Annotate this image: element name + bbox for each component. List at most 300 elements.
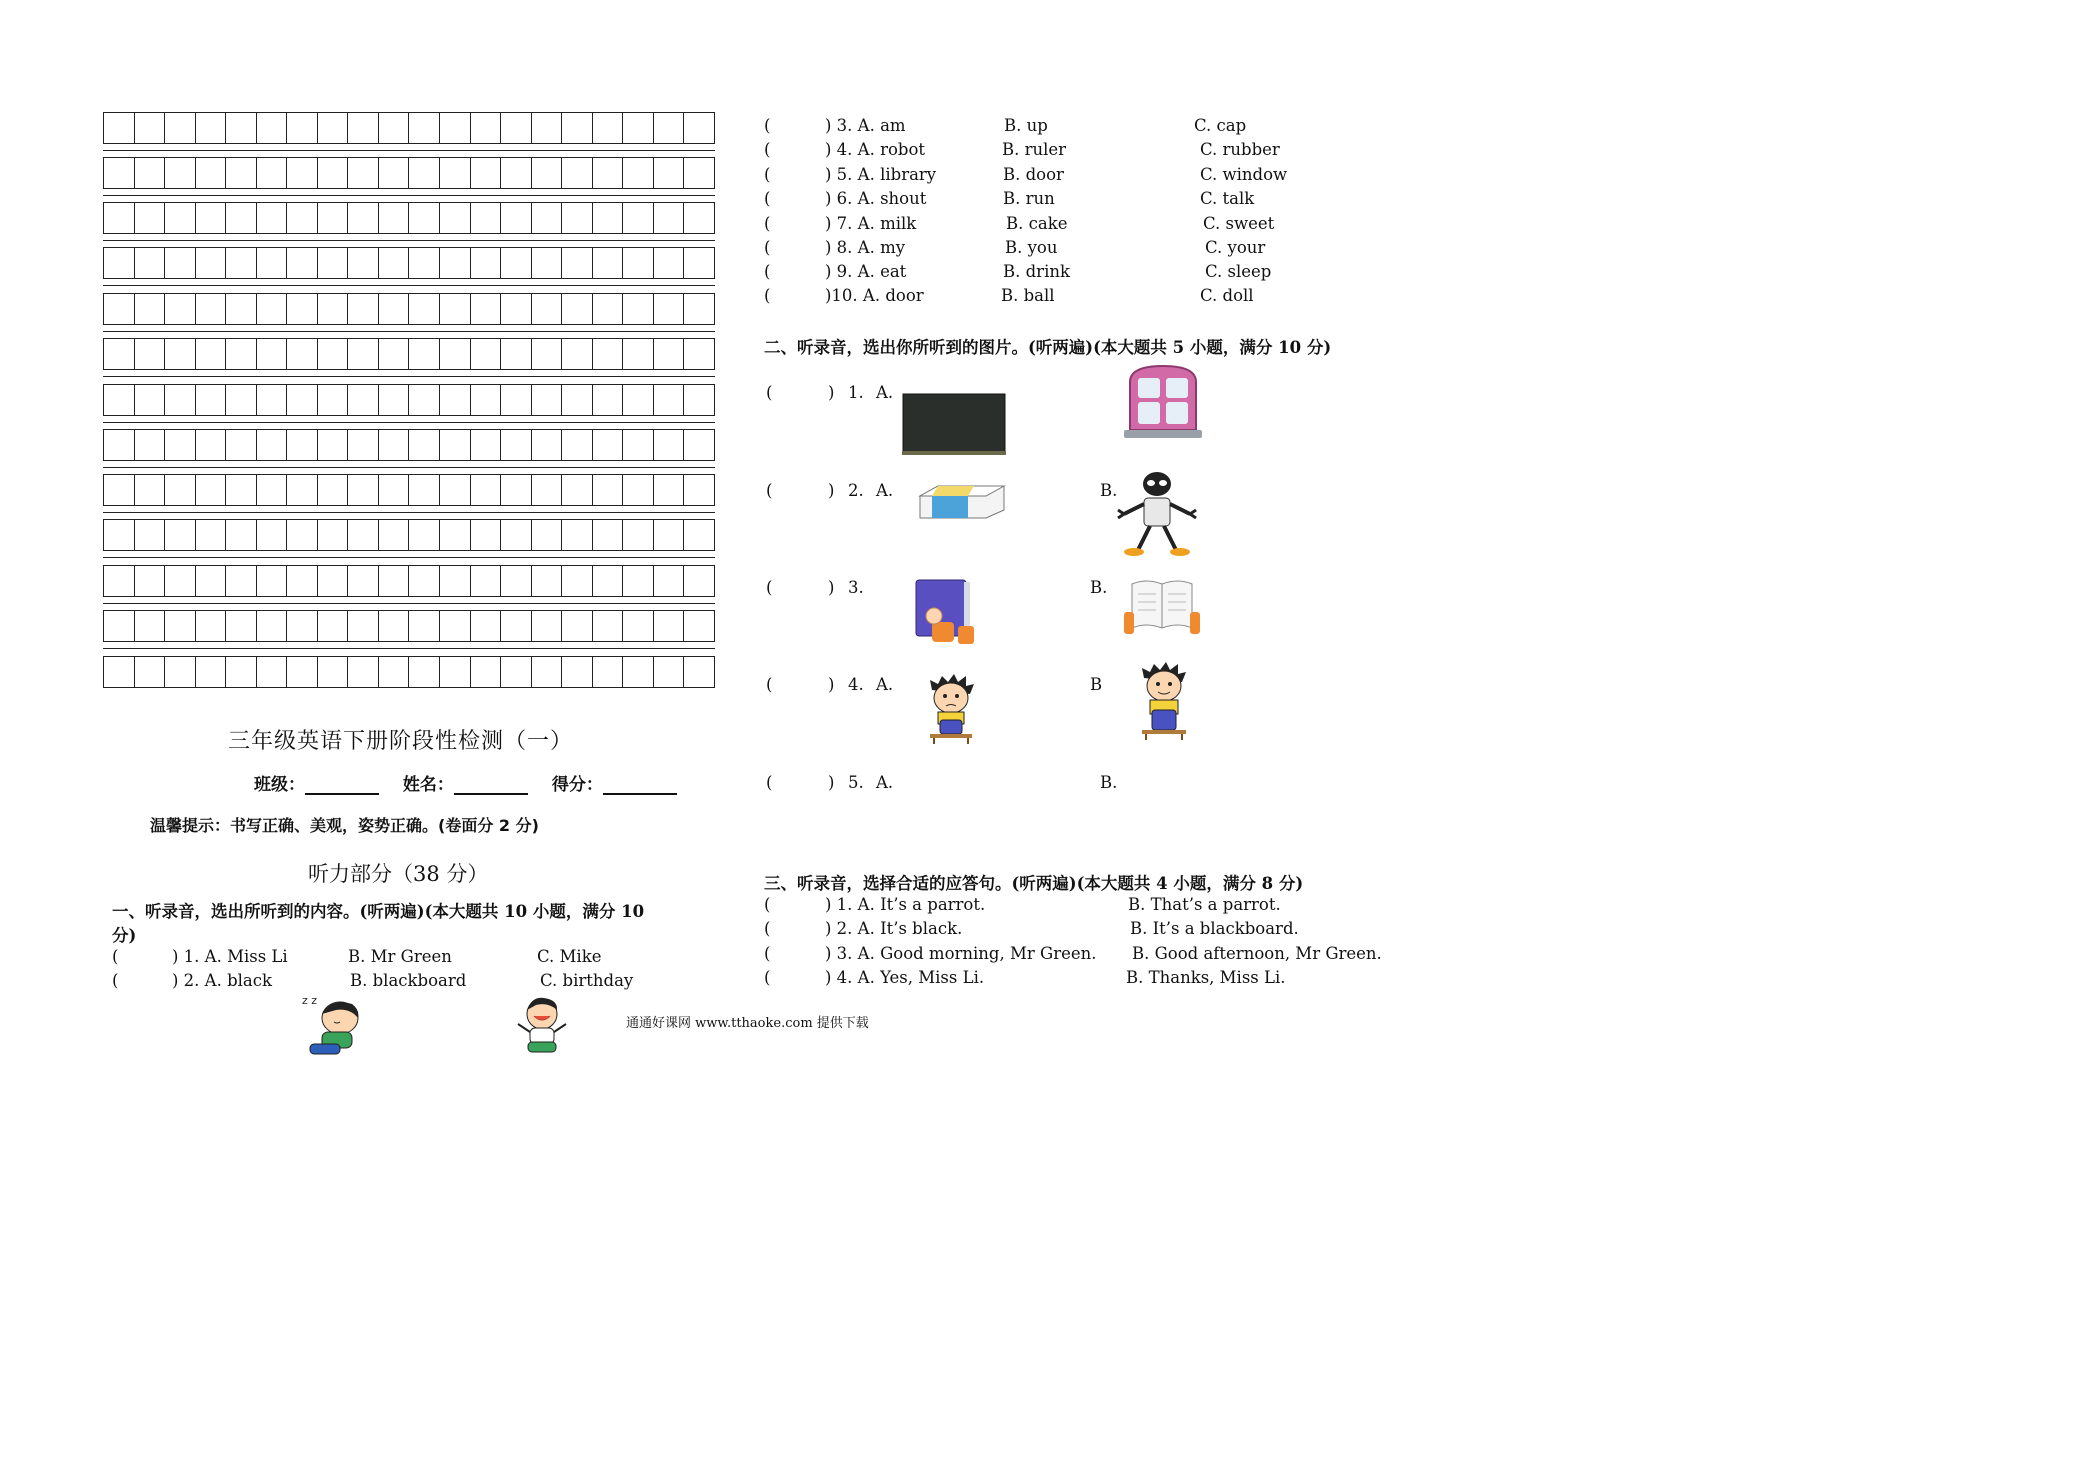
grid-cell[interactable] <box>501 113 532 143</box>
grid-cell[interactable] <box>654 520 685 550</box>
grid-cell[interactable] <box>471 339 502 369</box>
grid-cell[interactable] <box>257 158 288 188</box>
grid-cell[interactable] <box>532 158 563 188</box>
grid-cell[interactable] <box>684 520 714 550</box>
grid-cell[interactable] <box>654 294 685 324</box>
answer-paren[interactable]: ( <box>764 262 771 281</box>
grid-cell[interactable] <box>348 158 379 188</box>
listening-section-title: 听力部分（38 分） <box>308 862 489 886</box>
grid-cell[interactable] <box>348 385 379 415</box>
grid-cell[interactable] <box>135 339 166 369</box>
grid-cell[interactable] <box>440 203 471 233</box>
grid-cell[interactable] <box>562 158 593 188</box>
grid-cell[interactable] <box>135 657 166 687</box>
grid-cell[interactable] <box>593 520 624 550</box>
grid-cell[interactable] <box>287 520 318 550</box>
grid-cell[interactable] <box>226 385 257 415</box>
grid-cell[interactable] <box>440 475 471 505</box>
grid-cell[interactable] <box>684 203 714 233</box>
grid-cell[interactable] <box>623 566 654 596</box>
grid-cell[interactable] <box>684 113 714 143</box>
grid-cell[interactable] <box>287 611 318 641</box>
grid-cell[interactable] <box>226 475 257 505</box>
grid-cell[interactable] <box>348 294 379 324</box>
grid-cell[interactable] <box>471 475 502 505</box>
grid-cell[interactable] <box>409 520 440 550</box>
grid-cell[interactable] <box>654 248 685 278</box>
grid-cell[interactable] <box>501 566 532 596</box>
grid-cell[interactable] <box>257 611 288 641</box>
grid-cell[interactable] <box>104 158 135 188</box>
grid-cell[interactable] <box>409 385 440 415</box>
grid-cell[interactable] <box>379 113 410 143</box>
grid-cell[interactable] <box>532 657 563 687</box>
answer-paren[interactable]: ( <box>764 238 771 257</box>
grid-cell[interactable] <box>226 566 257 596</box>
grid-cell[interactable] <box>104 248 135 278</box>
grid-cell[interactable] <box>257 657 288 687</box>
grid-cell[interactable] <box>196 203 227 233</box>
grid-cell[interactable] <box>196 158 227 188</box>
grid-cell[interactable] <box>196 339 227 369</box>
grid-cell[interactable] <box>318 611 349 641</box>
grid-cell[interactable] <box>379 430 410 460</box>
grid-cell[interactable] <box>501 430 532 460</box>
grid-cell[interactable] <box>226 520 257 550</box>
grid-cell[interactable] <box>379 203 410 233</box>
grid-cell[interactable] <box>104 657 135 687</box>
answer-paren[interactable]: ( <box>764 140 771 159</box>
grid-cell[interactable] <box>379 385 410 415</box>
grid-cell[interactable] <box>196 566 227 596</box>
grid-cell[interactable] <box>471 248 502 278</box>
answer-paren[interactable]: ( <box>766 578 773 597</box>
grid-separator <box>103 240 715 241</box>
grid-cell[interactable] <box>196 475 227 505</box>
grid-cell[interactable] <box>501 611 532 641</box>
grid-cell[interactable] <box>287 113 318 143</box>
answer-paren[interactable]: ( <box>764 968 771 987</box>
grid-cell[interactable] <box>654 657 685 687</box>
option-c: C. sleep <box>1205 262 1272 281</box>
grid-cell[interactable] <box>471 158 502 188</box>
grid-cell[interactable] <box>379 158 410 188</box>
grid-cell[interactable] <box>379 294 410 324</box>
grid-cell[interactable] <box>135 158 166 188</box>
grid-cell[interactable] <box>196 520 227 550</box>
answer-paren[interactable]: ( <box>112 971 119 990</box>
answer-paren[interactable]: ( <box>764 165 771 184</box>
grid-cell[interactable] <box>165 657 196 687</box>
grid-cell[interactable] <box>501 203 532 233</box>
grid-cell[interactable] <box>287 385 318 415</box>
grid-cell[interactable] <box>379 520 410 550</box>
grid-cell[interactable] <box>226 113 257 143</box>
answer-paren[interactable]: ( <box>766 481 773 500</box>
answer-paren[interactable]: ( <box>764 895 771 914</box>
grid-cell[interactable] <box>318 203 349 233</box>
answer-paren[interactable]: ( <box>764 919 771 938</box>
grid-cell[interactable] <box>318 248 349 278</box>
grid-cell[interactable] <box>257 113 288 143</box>
grid-cell[interactable] <box>196 113 227 143</box>
grid-cell[interactable] <box>165 339 196 369</box>
grid-cell[interactable] <box>196 385 227 415</box>
grid-cell[interactable] <box>562 611 593 641</box>
grid-cell[interactable] <box>409 475 440 505</box>
grid-cell[interactable] <box>684 248 714 278</box>
grid-cell[interactable] <box>409 158 440 188</box>
grid-cell[interactable] <box>257 430 288 460</box>
grid-cell[interactable] <box>226 657 257 687</box>
grid-cell[interactable] <box>379 248 410 278</box>
grid-cell[interactable] <box>135 113 166 143</box>
grid-cell[interactable] <box>196 294 227 324</box>
grid-cell[interactable] <box>104 566 135 596</box>
grid-cell[interactable] <box>287 339 318 369</box>
grid-cell[interactable] <box>471 203 502 233</box>
grid-cell[interactable] <box>562 294 593 324</box>
grid-cell[interactable] <box>104 294 135 324</box>
grid-cell[interactable] <box>471 385 502 415</box>
grid-cell[interactable] <box>501 475 532 505</box>
grid-cell[interactable] <box>348 203 379 233</box>
grid-cell[interactable] <box>165 611 196 641</box>
grid-cell[interactable] <box>562 520 593 550</box>
grid-cell[interactable] <box>135 294 166 324</box>
grid-cell[interactable] <box>379 475 410 505</box>
grid-cell[interactable] <box>440 248 471 278</box>
grid-cell[interactable] <box>654 566 685 596</box>
grid-cell[interactable] <box>562 475 593 505</box>
grid-cell[interactable] <box>135 203 166 233</box>
grid-cell[interactable] <box>684 339 714 369</box>
grid-cell[interactable] <box>257 475 288 505</box>
grid-cell[interactable] <box>379 339 410 369</box>
grid-cell[interactable] <box>623 158 654 188</box>
option-a: ) 4. A. robot <box>825 140 926 159</box>
grid-cell[interactable] <box>165 113 196 143</box>
grid-cell[interactable] <box>409 611 440 641</box>
grid-cell[interactable] <box>684 430 714 460</box>
grid-cell[interactable] <box>348 475 379 505</box>
grid-cell[interactable] <box>532 339 563 369</box>
grid-cell[interactable] <box>409 113 440 143</box>
grid-cell[interactable] <box>471 294 502 324</box>
grid-cell[interactable] <box>440 430 471 460</box>
grid-cell[interactable] <box>532 294 563 324</box>
response-row <box>764 895 1281 914</box>
grid-cell[interactable] <box>318 520 349 550</box>
grid-cell[interactable] <box>623 203 654 233</box>
grid-separator <box>103 422 715 423</box>
grid-cell[interactable] <box>348 611 379 641</box>
grid-cell[interactable] <box>593 158 624 188</box>
grid-cell[interactable] <box>684 657 714 687</box>
grid-cell[interactable] <box>440 158 471 188</box>
grid-cell[interactable] <box>593 611 624 641</box>
grid-cell[interactable] <box>532 520 563 550</box>
grid-cell[interactable] <box>623 113 654 143</box>
grid-cell[interactable] <box>532 203 563 233</box>
grid-cell[interactable] <box>623 520 654 550</box>
grid-cell[interactable] <box>440 113 471 143</box>
grid-cell[interactable] <box>409 248 440 278</box>
grid-cell[interactable] <box>135 385 166 415</box>
grid-cell[interactable] <box>287 657 318 687</box>
grid-cell[interactable] <box>562 657 593 687</box>
grid-cell[interactable] <box>593 475 624 505</box>
option-a: )10. A. door <box>825 286 924 305</box>
grid-cell[interactable] <box>471 611 502 641</box>
grid-cell[interactable] <box>348 657 379 687</box>
grid-cell[interactable] <box>165 248 196 278</box>
grid-cell[interactable] <box>348 566 379 596</box>
grid-cell[interactable] <box>440 339 471 369</box>
grid-cell[interactable] <box>257 339 288 369</box>
grid-cell[interactable] <box>104 113 135 143</box>
grid-cell[interactable] <box>104 385 135 415</box>
grid-cell[interactable] <box>623 430 654 460</box>
grid-cell[interactable] <box>226 248 257 278</box>
answer-paren[interactable]: ( <box>764 944 771 963</box>
grid-cell[interactable] <box>318 657 349 687</box>
grid-cell[interactable] <box>226 339 257 369</box>
grid-cell[interactable] <box>409 657 440 687</box>
grid-cell[interactable] <box>684 385 714 415</box>
grid-cell[interactable] <box>196 657 227 687</box>
grid-cell[interactable] <box>593 113 624 143</box>
grid-cell[interactable] <box>104 339 135 369</box>
grid-cell[interactable] <box>409 566 440 596</box>
class-field[interactable] <box>305 775 379 795</box>
grid-cell[interactable] <box>501 520 532 550</box>
grid-cell[interactable] <box>287 475 318 505</box>
grid-cell[interactable] <box>135 566 166 596</box>
grid-cell[interactable] <box>318 475 349 505</box>
grid-cell[interactable] <box>501 385 532 415</box>
grid-cell[interactable] <box>654 385 685 415</box>
grid-cell[interactable] <box>165 520 196 550</box>
grid-cell[interactable] <box>562 203 593 233</box>
grid-cell[interactable] <box>104 611 135 641</box>
grid-cell[interactable] <box>318 113 349 143</box>
grid-cell[interactable] <box>501 158 532 188</box>
grid-cell[interactable] <box>562 430 593 460</box>
answer-paren[interactable]: ( <box>766 773 773 792</box>
grid-cell[interactable] <box>593 203 624 233</box>
grid-cell[interactable] <box>440 566 471 596</box>
option-a-label: A. <box>876 773 894 792</box>
grid-cell[interactable] <box>562 248 593 278</box>
grid-cell[interactable] <box>440 520 471 550</box>
grid-cell[interactable] <box>287 158 318 188</box>
grid-cell[interactable] <box>318 158 349 188</box>
grid-cell[interactable] <box>165 294 196 324</box>
grid-cell[interactable] <box>409 294 440 324</box>
grid-cell[interactable] <box>593 430 624 460</box>
grid-cell[interactable] <box>654 339 685 369</box>
grid-cell[interactable] <box>440 657 471 687</box>
grid-cell[interactable] <box>623 475 654 505</box>
grid-cell[interactable] <box>684 158 714 188</box>
grid-cell[interactable] <box>257 520 288 550</box>
question-number: 5. <box>848 773 864 792</box>
name-field[interactable] <box>454 775 528 795</box>
grid-cell[interactable] <box>287 294 318 324</box>
answer-paren[interactable]: ( <box>766 383 773 402</box>
grid-cell[interactable] <box>440 611 471 641</box>
grid-cell[interactable] <box>165 158 196 188</box>
answer-paren[interactable]: ( <box>764 189 771 208</box>
grid-cell[interactable] <box>104 203 135 233</box>
grid-cell[interactable] <box>654 430 685 460</box>
grid-cell[interactable] <box>593 248 624 278</box>
grid-cell[interactable] <box>104 520 135 550</box>
grid-cell[interactable] <box>379 611 410 641</box>
grid-cell[interactable] <box>135 611 166 641</box>
grid-cell[interactable] <box>532 385 563 415</box>
grid-cell[interactable] <box>532 248 563 278</box>
grid-cell[interactable] <box>104 475 135 505</box>
grid-cell[interactable] <box>623 611 654 641</box>
grid-cell[interactable] <box>226 158 257 188</box>
question-number: 3. <box>848 578 864 597</box>
grid-cell[interactable] <box>135 248 166 278</box>
grid-cell[interactable] <box>562 385 593 415</box>
answer-paren[interactable]: ( <box>112 947 119 966</box>
grid-cell[interactable] <box>348 430 379 460</box>
grid-cell[interactable] <box>532 430 563 460</box>
grid-cell[interactable] <box>257 385 288 415</box>
answer-paren[interactable]: ( <box>766 675 773 694</box>
grid-cell[interactable] <box>165 203 196 233</box>
grid-cell[interactable] <box>684 566 714 596</box>
grid-cell[interactable] <box>501 294 532 324</box>
grid-cell[interactable] <box>623 248 654 278</box>
grid-cell[interactable] <box>318 566 349 596</box>
grid-cell[interactable] <box>501 657 532 687</box>
grid-cell[interactable] <box>593 339 624 369</box>
grid-cell[interactable] <box>348 520 379 550</box>
grid-cell[interactable] <box>684 294 714 324</box>
grid-cell[interactable] <box>654 158 685 188</box>
grid-cell[interactable] <box>379 657 410 687</box>
grid-cell[interactable] <box>593 657 624 687</box>
option-b: B. That’s a parrot. <box>1128 895 1281 914</box>
grid-cell[interactable] <box>654 113 685 143</box>
grid-cell[interactable] <box>654 475 685 505</box>
grid-cell[interactable] <box>104 430 135 460</box>
grid-cell[interactable] <box>165 475 196 505</box>
grid-cell[interactable] <box>348 113 379 143</box>
grid-cell[interactable] <box>593 385 624 415</box>
grid-cell[interactable] <box>532 475 563 505</box>
grid-cell[interactable] <box>623 385 654 415</box>
option-b-label: B <box>1090 675 1103 694</box>
grid-cell[interactable] <box>654 611 685 641</box>
grid-cell[interactable] <box>287 203 318 233</box>
grid-cell[interactable] <box>196 611 227 641</box>
grid-cell[interactable] <box>501 339 532 369</box>
grid-cell[interactable] <box>623 294 654 324</box>
grid-cell[interactable] <box>593 294 624 324</box>
grid-cell[interactable] <box>379 566 410 596</box>
grid-cell[interactable] <box>440 294 471 324</box>
grid-cell[interactable] <box>257 203 288 233</box>
blackboard-image <box>902 393 1006 455</box>
grid-cell[interactable] <box>593 566 624 596</box>
grid-cell[interactable] <box>562 339 593 369</box>
grid-cell[interactable] <box>196 430 227 460</box>
grid-cell[interactable] <box>165 430 196 460</box>
grid-cell[interactable] <box>165 385 196 415</box>
grid-cell[interactable] <box>623 339 654 369</box>
grid-cell[interactable] <box>287 430 318 460</box>
grid-cell[interactable] <box>257 294 288 324</box>
grid-cell[interactable] <box>562 113 593 143</box>
grid-cell[interactable] <box>348 339 379 369</box>
grid-cell[interactable] <box>532 113 563 143</box>
grid-cell[interactable] <box>257 566 288 596</box>
grid-cell[interactable] <box>135 520 166 550</box>
grid-cell[interactable] <box>409 339 440 369</box>
grid-cell[interactable] <box>226 430 257 460</box>
grid-cell[interactable] <box>226 294 257 324</box>
grid-row <box>103 384 715 416</box>
grid-cell[interactable] <box>348 248 379 278</box>
grid-cell[interactable] <box>471 657 502 687</box>
grid-row <box>103 112 715 144</box>
grid-cell[interactable] <box>684 475 714 505</box>
grid-cell[interactable] <box>409 203 440 233</box>
grid-cell[interactable] <box>684 611 714 641</box>
grid-cell[interactable] <box>318 339 349 369</box>
grid-cell[interactable] <box>532 566 563 596</box>
grid-cell[interactable] <box>471 566 502 596</box>
grid-cell[interactable] <box>471 430 502 460</box>
grid-cell[interactable] <box>226 611 257 641</box>
grid-cell[interactable] <box>196 248 227 278</box>
grid-cell[interactable] <box>287 566 318 596</box>
grid-cell[interactable] <box>287 248 318 278</box>
grid-cell[interactable] <box>471 113 502 143</box>
grid-cell[interactable] <box>318 385 349 415</box>
grid-cell[interactable] <box>501 248 532 278</box>
grid-cell[interactable] <box>165 566 196 596</box>
grid-cell[interactable] <box>318 294 349 324</box>
grid-cell[interactable] <box>409 430 440 460</box>
closed-book-image <box>912 576 978 646</box>
grid-cell[interactable] <box>318 430 349 460</box>
grid-cell[interactable] <box>623 657 654 687</box>
grid-cell[interactable] <box>471 520 502 550</box>
grid-cell[interactable] <box>226 203 257 233</box>
answer-paren[interactable]: ( <box>764 286 771 305</box>
score-field[interactable] <box>603 775 677 795</box>
question-number: 2. <box>848 481 864 500</box>
answer-paren[interactable]: ( <box>764 214 771 233</box>
grid-cell[interactable] <box>135 430 166 460</box>
grid-cell[interactable] <box>135 475 166 505</box>
grid-cell[interactable] <box>257 248 288 278</box>
grid-cell[interactable] <box>654 203 685 233</box>
answer-paren[interactable]: ( <box>764 116 771 135</box>
grid-cell[interactable] <box>532 611 563 641</box>
grid-cell[interactable] <box>440 385 471 415</box>
sleeping-boy-illustration <box>300 992 370 1062</box>
grid-cell[interactable] <box>562 566 593 596</box>
